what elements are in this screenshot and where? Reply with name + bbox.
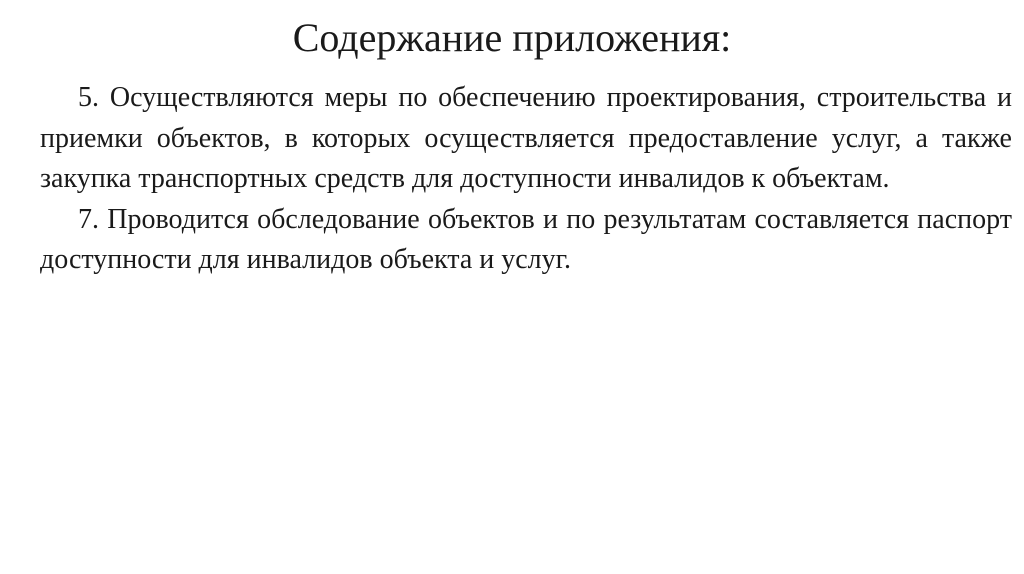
paragraph-item-7: 7. Проводится обследование объектов и по результатам составляется паспорт доступности для инвалидов объекта и услуг. — [40, 203, 1012, 275]
slide-title: Содержание приложения: — [292, 15, 732, 60]
slide-body — [40, 78, 1012, 281]
paragraph-item-5: 5. Осуществляются меры по обеспечению проектирования, строительства и приемки объектов, в которых осуществляется предоставление услуг, а также закупка транспортных средств для доступности инвалидов к объектам. — [40, 82, 1012, 194]
